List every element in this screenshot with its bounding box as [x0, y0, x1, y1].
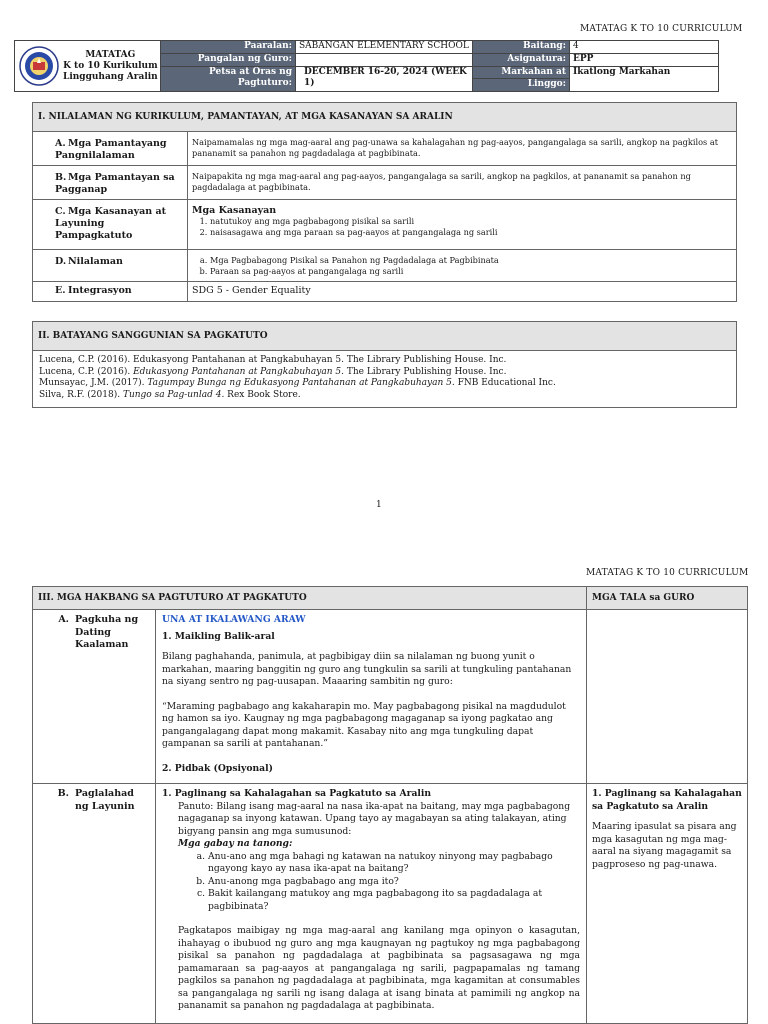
list-item: b. Paraan sa pag-aayos at pangangalaga ng sarili: [210, 266, 732, 277]
reference-item: Lucena, C.P. (2016). Edukasyong Pantahanan at Pangkabuhayan 5. The Library Publishing House. Inc.: [39, 366, 507, 377]
list-item: a. Anu-ano ang mga bahagi ng katawan na natukoy ninyong may pagbabago ngayong kayo ay nasa ika-apat na baitang?: [208, 851, 580, 876]
logo-cell: [15, 41, 161, 92]
markahan-label: Markahan at: [473, 66, 570, 79]
integrasyon-text: SDG 5 - Gender Equality: [188, 282, 737, 302]
references-cell: [33, 351, 737, 408]
logo-title: [63, 50, 158, 83]
notes-column-title: MGA TALA sa GURO: [587, 587, 748, 610]
list-item: 2. naisasagawa ang mga paraan sa pag-aayos at pangangalaga ng sarili: [210, 227, 732, 238]
gabay-heading: Mga gabay na tanong:: [178, 838, 293, 849]
gabay-questions-list: [162, 851, 580, 914]
summary-paragraph: Pagkatapos maibigay ng mga mag-aaral ang kanilang mga opinyon o kasagutan, ihahayag o ibubuod ng guro ang mga kaugnayan ng pagtukoy ng mga pagbabagong pisikal sa panahon ng pagdadalaga at pagbibinata sa pagsasagawa ng mga pamamaraan sa pag-aayos at pangangalaga ng sarili, pagpapamalas ng tamang pagkilos sa panahon ng pagdadalaga at pagbibinata, mga kagamitan at consumables sa pangangalaga ng sarili ng isang dalaga at isang binata at pamimili ng angkop na pananamit sa panahon ng pagdadalaga at pagbibinata.: [178, 925, 580, 1011]
row-label-text: Nilalaman: [68, 256, 123, 267]
reference-item: Silva, R.F. (2018). Tungo sa Pag-unlad 4. Rex Book Store.: [39, 389, 301, 400]
row-label: [33, 200, 188, 250]
asignatura-label: Asignatura:: [473, 53, 570, 66]
pamantayang-pangnilalaman-text: Naipamamalas ng mga mag-aaral ang pag-unawa sa kahalagahan ng pag-aayos, pangangalaga sa sarili, angkop na pagkilos at pananamit sa panahon ng pagdadalaga at pagbibinata.: [188, 132, 737, 166]
kasanayan-heading: Mga Kasanayan: [192, 205, 277, 216]
logo-title-line: K to 10 Kurikulum: [63, 60, 158, 71]
section-3-table: [32, 586, 748, 1024]
lesson-info-table: [14, 40, 719, 92]
paragraph: Bilang paghahanda, panimula, at pagbibigay diin sa nilalaman ng buong yunit o markahan, maaring banggitin ng guro ang tungkulin sa sarili at tungkuling pantahanan na siyang sentro ng pag-uusapan. Maaaring sambitin ng guro:: [162, 651, 572, 687]
page-number: 1: [376, 500, 382, 510]
subheading: 1. Paglinang sa Kahalagahan sa Pagkatuto sa Aralin: [162, 788, 432, 799]
deped-seal-icon: [19, 46, 59, 86]
row-b-content: [156, 784, 587, 1024]
petsa-value: DECEMBER 16-20, 2024 (WEEK 1): [296, 66, 473, 92]
section-1-title: I. NILALAMAN NG KURIKULUM, PAMANTAYAN, AT MGA KASANAYAN SA ARALIN: [33, 103, 737, 132]
row-label-text: Mga Pamantayang Pangnilalaman: [55, 138, 167, 161]
row-label-text: Pagkuha ng Dating Kaalaman: [75, 614, 139, 650]
reference-item: Lucena, C.P. (2016). Edukasyong Pantahanan at Pangkabuhayan 5. The Library Publishing House. Inc.: [39, 355, 507, 365]
logo-title-line: Lingguhang Aralin: [63, 71, 158, 82]
markahan-value: Ikatlong Markahan: [570, 66, 719, 92]
row-label: [33, 282, 188, 302]
asignatura-value: EPP: [570, 53, 719, 66]
row-label-text: Mga Kasanayan at Layuning Pampagkatuto: [55, 206, 167, 241]
row-label: [33, 166, 188, 200]
row-label-text: Paglalahad ng Layunin: [75, 788, 135, 812]
row-index: B.: [55, 172, 67, 183]
paaralan-value: SABANGAN ELEMENTARY SCHOOL: [296, 41, 473, 54]
section-1-table: [32, 102, 737, 302]
note-title: 1. Paglinang sa Kahalagahan sa Pagkatuto sa Aralin: [592, 788, 742, 812]
reference-item: Munsayac, J.M. (2017). Tagumpay Bunga ng Edukasyong Pantahanan at Pangkabuhayan 5. FNB Educational Inc.: [39, 378, 556, 388]
baitang-label: Baitang:: [473, 41, 570, 54]
row-a-notes: [587, 610, 748, 784]
curriculum-header-page-2: MATATAG K TO 10 CURRICULUM: [586, 568, 749, 578]
panuto-paragraph: Panuto: Bilang isang mag-aaral na nasa ika-apat na baitang, may mga pagbabagong nagaganap sa inyong katawan. Upang tayo ay magabayan sa ating talakayan, ating bigyang pansin ang mga sumusunod:: [178, 800, 571, 837]
note-text: Maaring ipasulat sa pisara ang mga kasagutan ng mga mag-aaral na siyang magagamit sa pagproseso ng pag-unawa.: [592, 821, 737, 870]
list-item: b. Anu-anong mga pagbabago ang mga ito?: [208, 876, 580, 889]
subheading: 1. Maikling Balik-aral: [162, 630, 275, 642]
row-label: [33, 784, 156, 1024]
logo-title-line: MATATAG: [85, 49, 136, 60]
row-label: [33, 610, 156, 784]
row-a-content: [156, 610, 587, 784]
nilalaman-cell: [188, 250, 737, 282]
quote-paragraph: “Maraming pagbabago ang kakaharapin mo. May pagbabagong pisikal na magdudulot ng hamon sa iyo. Kaugnay ng mga pagbabagong magaganap sa iyong pagkatao ang pangangalagang dapat mong makamit. Kasabay nito ang mga tungkuling dapat gampanan sa sarili at pantahanan.”: [162, 700, 566, 749]
row-b-notes: [587, 784, 748, 1024]
subheading: 2. Pidbak (Opsiyonal): [162, 762, 273, 774]
list-item: c. Bakit kailangang matukoy ang mga pagbabagong ito sa pagdadalaga at pagbibinata?: [208, 888, 580, 913]
day-heading: UNA AT IKALAWANG ARAW: [162, 614, 306, 625]
row-index: E.: [55, 285, 66, 296]
linggo-label: Linggo:: [473, 79, 570, 92]
guro-value: [296, 53, 473, 66]
row-label-text: Integrasyon: [68, 285, 132, 296]
baitang-value: 4: [570, 41, 719, 54]
row-index: C.: [55, 206, 66, 217]
row-index: A.: [55, 138, 66, 149]
row-label-text: Mga Pamantayan sa Pagganap: [55, 172, 175, 195]
petsa-label: Petsa at Oras ng Pagtuturo:: [161, 66, 296, 92]
kasanayan-list: [192, 216, 732, 238]
section-3-title: III. MGA HAKBANG SA PAGTUTURO AT PAGKATUTO: [33, 587, 587, 610]
section-2-title: II. BATAYANG SANGGUNIAN SA PAGKATUTO: [33, 322, 737, 351]
section-2-table: [32, 321, 737, 408]
curriculum-header: MATATAG K TO 10 CURRICULUM: [580, 24, 743, 34]
nilalaman-list: [192, 255, 732, 277]
kasanayan-cell: [188, 200, 737, 250]
row-label: [33, 250, 188, 282]
row-index: D.: [55, 256, 67, 267]
row-label: [33, 132, 188, 166]
paaralan-label: Paaralan:: [161, 41, 296, 54]
row-index: A.: [58, 614, 69, 625]
list-item: a. Mga Pagbabagong Pisikal sa Panahon ng Pagdadalaga at Pagbibinata: [210, 255, 732, 266]
guro-label: Pangalan ng Guro:: [161, 53, 296, 66]
pamantayan-pagganap-text: Naipapakita ng mga mag-aaral ang pag-aayos, pangangalaga sa sarili, angkop na pagkilos, at pananamit sa panahon ng pagdadalaga at pagbibinata.: [188, 166, 737, 200]
row-index: B.: [57, 788, 69, 799]
list-item: 1. natutukoy ang mga pagbabagong pisikal sa sarili: [210, 216, 732, 227]
